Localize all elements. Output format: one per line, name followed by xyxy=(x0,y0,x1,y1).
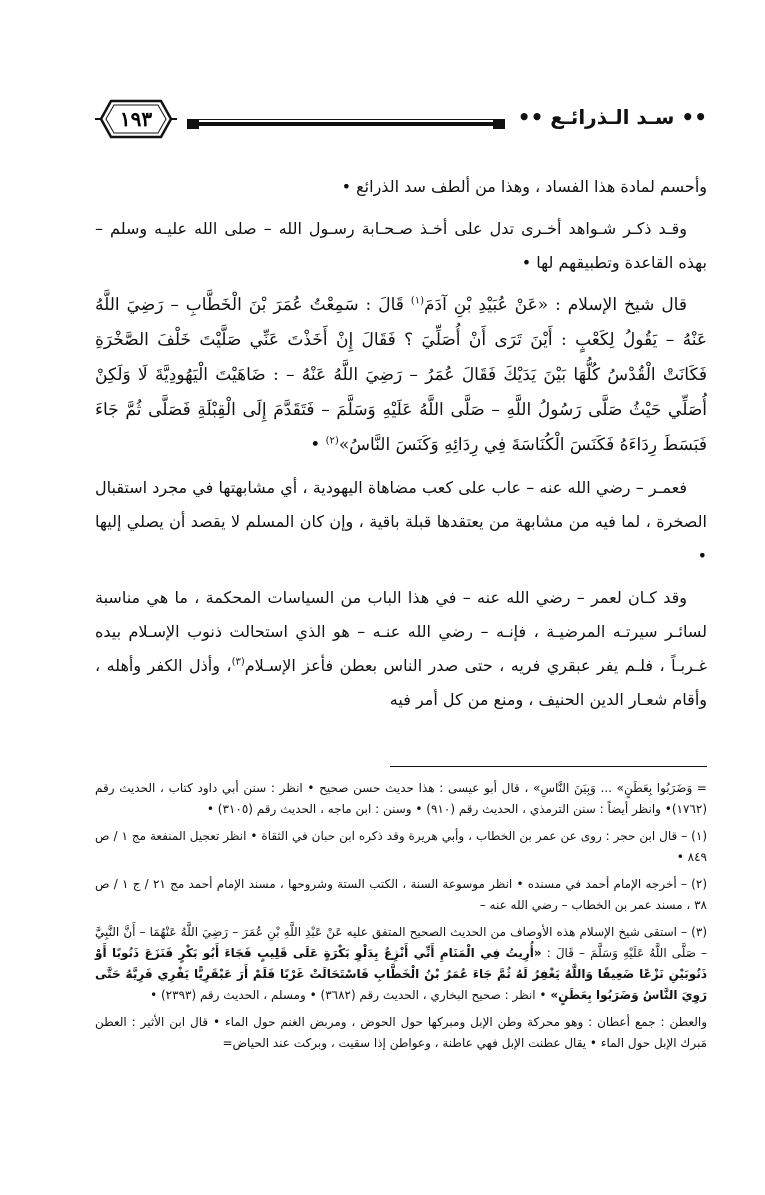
page-header xyxy=(95,97,707,157)
footnote-3-hadith: «أُرِيتُ فِي الْمَنَامِ أَنِّي أَنْزِعُ بِدَلْوِ بَكْرَةٍ عَلَى قَلِيبٍ فَجَاءَ أَبُو بَكْرٍ فَنَزَعَ ذَنُوبًا أَوْ ذَنُوبَيْنِ نَزْعًا ضَعِيفًا وَاللَّهُ يَغْفِرُ لَهُ ثُمَّ جَاءَ عُمَرُ بْنُ الْخَطَّابِ فَاسْتَحَالَتْ غَرْبًا فَلَمْ أَرَ عَبْقَرِيًّا يَفْرِي فَرِيَّهُ حَتَّى رَوِيَ النَّاسُ وَضَرَبُوا بِعَطَنٍ» xyxy=(95,946,707,1002)
footnote-2: (٢) – أخرجه الإمام أحمد في مسنده • انظر موسوعة السنة ، الكتب الستة وشروحها ، مسند الإمام أحمد مج ٢١ / ج ١ / ص ٣٨ ، مسند عمر بن الخطاب – رضي الله عنه – xyxy=(95,877,707,912)
footnote-ref: (٣) xyxy=(231,656,245,668)
page-number: ١٩٣ xyxy=(119,107,153,131)
paragraph: فعمـر – رضي الله عنه – عاب على كعب مضاهاة اليهودية ، أي مشابهتها في مجرد استقبال الصخرة ، لما فيه من مشابهة من يعتقدها قبلة باقية ، وإن كان المسلم لا يقصد أن يصلي إليها • xyxy=(95,478,707,565)
header-rule-thin xyxy=(187,119,505,120)
rule-end-block xyxy=(187,119,199,129)
page-number-ornament xyxy=(95,97,177,141)
footnote-ref: (٢) xyxy=(325,435,339,447)
footnote-ref: (١) xyxy=(410,295,425,307)
footnote-3-intro: (٣) – استقى شيخ الإسلام هذه الأوصاف من الحديث الصحيح المتفق عليه عَنْ عَبْدِ اللَّهِ بْنِ عُمَرَ – رَضِيَ اللَّهُ عَنْهُمَا – أَنَّ النَّبِيَّ – صَلَّى اللَّهُ عَلَيْهِ وَسَلَّمَ – قَالَ : xyxy=(95,925,707,960)
footnote-continuation: = وَضَرَبُوا بِعَطَنٍ» ... وَبِيَنَ النَّاسِ» ، قال أبو عيسى : هذا حديث حسن صحيح • انظر : سنن أبي داود كتاب ، الحديث رقم (١٧٦٢)• وانظر أيضاً : سنن الترمذي ، الحديث رقم (٩١٠) • وسنن : ابن ماجه ، الحديث رقم (٣١٠٥) • xyxy=(95,781,707,816)
footnote-separator xyxy=(390,766,707,767)
footnote-1: (١) – قال ابن حجر : روى عن عمر بن الخطاب ، وأبي هريرة وقد ذكره ابن حبان في الثقاة • انظر تعجيل المنفعة مج ١ / ص ٨٤٩ • xyxy=(95,829,707,864)
footnote-3-refs: • انظر : صحيح البخاري ، الحديث رقم (٣٦٨٢) • ومسلم ، الحديث رقم (٢٣٩٣) • xyxy=(150,988,551,1002)
quote-text: قَالَ : سَمِعْتُ عُمَرَ بْنَ الْخَطَّابِ – رَضِيَ اللَّهُ عَنْهُ – يَقُولُ لِكَعْبٍ : أَيْنَ تَرَى أَنْ أُصَلِّيَ ؟ فَقَالَ إِنْ أَخَذْتَ عَنِّي صَلَّيْتَ خَلْفَ الصَّخْرَةِ فَكَانَتْ الْقُدْسُ كُلُّهَا بَيْنَ يَدَيْكَ فَقَالَ عُمَرُ – رَضِيَ اللَّهُ عَنْهُ – : ضَاهَيْتَ الْيَهُودِيَّةَ لَا وَلَكِنْ أُصَلِّي حَيْثُ صَلَّى رَسُولُ اللَّهِ – صَلَّى اللَّهُ عَلَيْهِ وَسَلَّمَ – فَتَقَدَّمَ إِلَى الْقِبْلَةِ فَصَلَّى ثُمَّ جَاءَ فَبَسَطَ رِدَاءَهُ فَكَنَسَ الْكُنَاسَةَ فِي رِدَائِهِ وَكَنَسَ النَّاسُ» xyxy=(95,295,707,455)
main-text xyxy=(95,170,707,725)
paragraph: وأحسم لمادة هذا الفساد ، وهذا من ألطف سد الذرائع • xyxy=(341,177,707,196)
paragraph: وقـد ذكـر شـواهد أخـرى تدل على أخـذ صـحـابة رسـول الله – صلى الله عليـه وسلم – بهذه القاعدة وتطبيقهم لها • xyxy=(95,219,707,272)
rule-end-block xyxy=(493,119,505,129)
paragraph-text: ، وأذل الكفر وأهله ، وأقام شعـار الدين الحنيف ، ومنع من كل أمر فيه xyxy=(95,656,707,709)
quote-end: • xyxy=(310,435,326,455)
footnotes xyxy=(95,778,707,1060)
footnote-3-gloss: والعطن : جمع أعطان : وهو محركة وطن الإبل ومبركها حول الحوض ، ومربض الغنم حول الماء • قال ابن الأثير : العطن مَبرك الإبل حول الماء • يقال عطنت الإبل فهي عاطنة ، وعواطن إذا سقيت ، وبركت عند الحياض= xyxy=(95,1015,707,1050)
header-rule-thick xyxy=(187,122,505,126)
quote-intro: قال شيخ الإسلام : «عَنْ عُبَيْدِ بْنِ آدَمَ xyxy=(424,295,687,315)
paragraph-text: وقد كـان لعمر – رضي الله عنه – في هذا الباب من السياسات المحكمة ، ما هي مناسبة لسائـر سيرتـه المرضيـة ، فإنـه – رضي الله عنـه – هو الذي استحالت ذنوب الإسـلام بيده غـربـاً ، فلـم يفر عبقري فريه ، حتى صدر الناس بعطن فأعز الإسـلام xyxy=(95,588,707,675)
running-title: •• سـد الـذرائـع •• xyxy=(517,105,707,129)
footnote-3 xyxy=(95,922,707,1006)
hadith-quote xyxy=(95,288,707,463)
paragraph xyxy=(95,581,707,717)
